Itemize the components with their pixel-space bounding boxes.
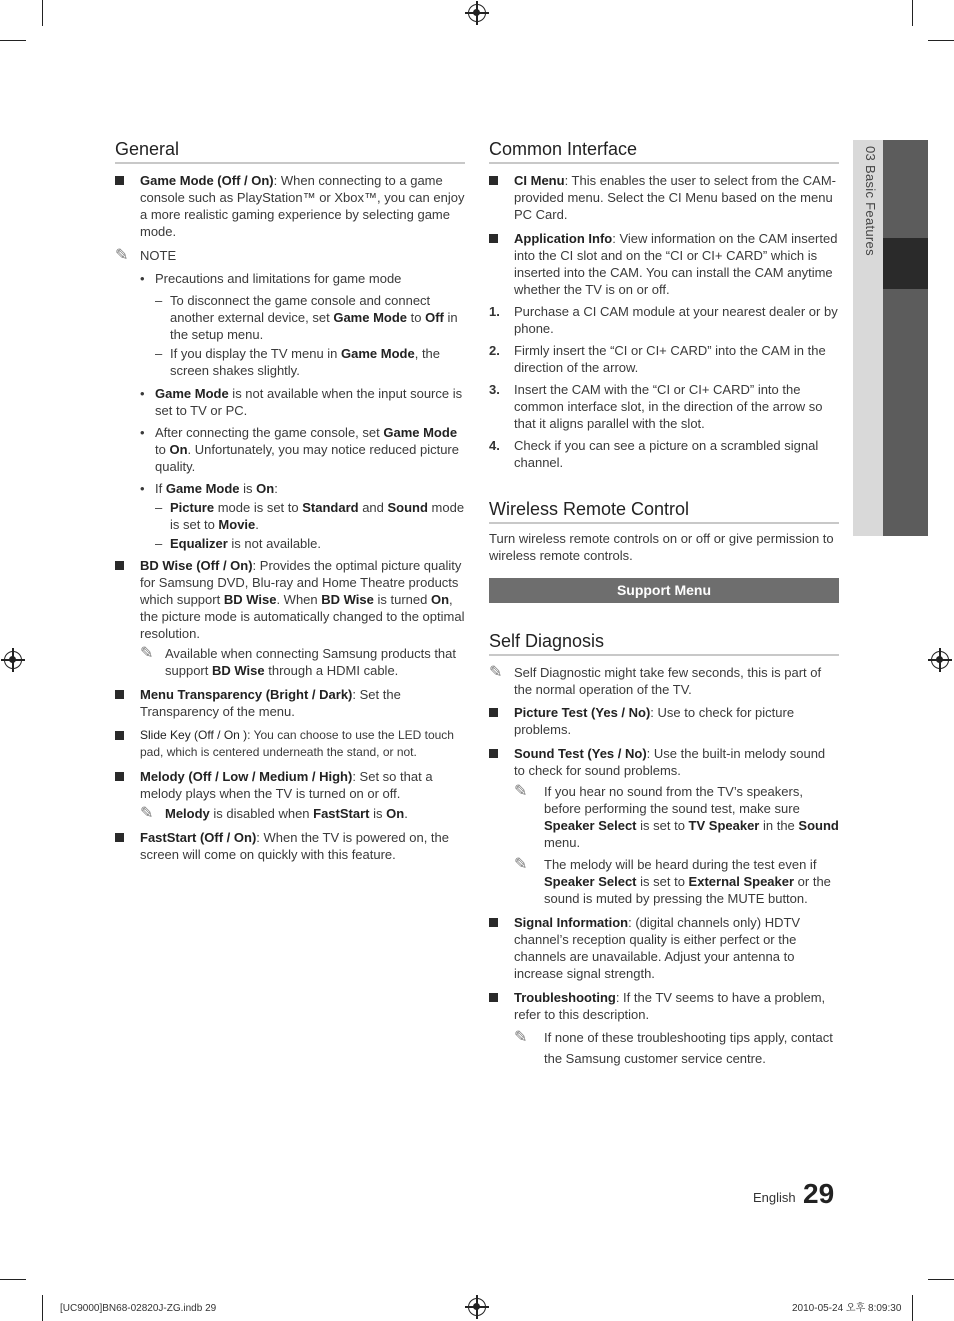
step-item: 2. Firmly insert the “CI or CI+ CARD” into the CAM in the direction of the arrow.: [489, 343, 826, 375]
pencil-note-icon: ✎: [140, 805, 154, 822]
note-troubleshooting: ✎ If none of these troubleshooting tips apply, contact the Samsung customer service centre.: [514, 1029, 833, 1066]
square-bullet-icon: [489, 918, 498, 927]
list-item-troubleshooting: Troubleshooting: If the TV seems to have a problem, refer to this description.: [489, 989, 839, 1023]
list-item-bd-wise: BD Wise (Off / On): Provides the optimal picture quality for Samsung DVD, Blu-ray and Home Theatre products which support BD Wise. When BD Wise is turned On, the picture mode is automatically changed to the optimal resolution.: [115, 557, 465, 642]
pencil-note-icon: ✎: [489, 664, 503, 681]
crop-mark: [912, 1295, 913, 1321]
note-sound-2: ✎ The melody will be heard during the test even if Speaker Select is set to External Speaker or the sound is muted by pressing the MUTE button.: [514, 856, 831, 906]
left-column: [115, 137, 465, 870]
square-bullet-icon: [115, 561, 124, 570]
list-item-faststart: FastStart (Off / On): When the TV is powered on, the screen will come on quickly with this feature.: [115, 829, 465, 863]
side-tab-marker: [883, 238, 928, 289]
note-bullet: • If Game Mode is On:: [140, 481, 278, 496]
square-bullet-icon: [489, 234, 498, 243]
pencil-note-icon: ✎: [514, 856, 528, 873]
print-timestamp: 2010-05-24 오후 8:09:30: [792, 1303, 902, 1314]
file-info: [UC9000]BN68-02820J-ZG.indb 29: [60, 1303, 217, 1314]
note-heading: ✎ NOTE: [115, 247, 177, 264]
pencil-note-icon: ✎: [115, 247, 129, 264]
note-dash: – Equalizer is not available.: [155, 536, 322, 551]
registration-mark-icon: [4, 651, 22, 669]
note-dash: – If you display the TV menu in Game Mode, the screen shakes slightly.: [155, 346, 441, 378]
note-self-diagnosis: ✎ Self Diagnostic might take few seconds, this is part of the normal operation of the TV.: [489, 664, 822, 697]
list-item-slide-key: Slide Key (Off / On ): You can choose to use the LED touch pad, which is centered underneath the stand, or not.: [115, 727, 465, 761]
square-bullet-icon: [115, 833, 124, 842]
page-number: 29: [803, 1178, 835, 1209]
list-item-application-info: Application Info: View information on the CAM inserted into the CI slot and on the “CI or CI+ CARD” which is inserted into the CAM. You can install the CAM anytime whether the TV is on or off.: [489, 230, 839, 298]
square-bullet-icon: [489, 708, 498, 717]
list-item-ci-menu: CI Menu: This enables the user to select from the CAM-provided menu. Select the CI Menu based on the menu PC Card.: [489, 172, 839, 223]
note-bullet: • After connecting the game console, set Game Mode to On. Unfortunately, you may notice reduced picture quality.: [140, 425, 459, 474]
list-item-game-mode: Game Mode (Off / On): When connecting to a game console such as PlayStation™ or Xbox™, you can enjoy a more realistic gaming experience by selecting game mode.: [115, 172, 465, 240]
pencil-note-icon: ✎: [140, 645, 154, 662]
list-item-picture-test: Picture Test (Yes / No): Use to check for picture problems.: [489, 704, 839, 738]
note-sound-1: ✎ If you hear no sound from the TV’s speakers, before performing the sound test, make sure Speaker Select is set to TV Speaker in the Sound menu.: [514, 783, 839, 850]
step-item: 3. Insert the CAM with the “CI or CI+ CARD” into the common interface slot, in the direction of the arrow so that it aligns parallel with the slot.: [489, 382, 823, 431]
crop-mark: [0, 40, 26, 41]
list-item-sound-test: Sound Test (Yes / No): Use the built-in melody sound to check for sound problems.: [489, 745, 839, 779]
crop-mark: [42, 0, 43, 26]
note-melody: ✎ Melody is disabled when FastStart is On.: [140, 805, 408, 822]
crop-mark: [928, 40, 954, 41]
registration-mark-icon: [468, 4, 486, 22]
note-dash: – To disconnect the game console and connect another external device, set Game Mode to Off in the setup menu.: [155, 293, 458, 342]
pencil-note-icon: ✎: [514, 783, 528, 800]
list-item-melody: Melody (Off / Low / Medium / High): Set so that a melody plays when the TV is turned on or off.: [115, 768, 465, 802]
note-bullet: • Game Mode is not available when the input source is set to TV or PC.: [140, 386, 463, 418]
square-bullet-icon: [115, 731, 124, 740]
note-bd-wise: ✎ Available when connecting Samsung products that support BD Wise through a HDMI cable.: [140, 645, 457, 678]
crop-mark: [42, 1295, 43, 1321]
list-item-menu-transparency: Menu Transparency (Bright / Dark): Set the Transparency of the menu.: [115, 686, 465, 720]
wireless-description: Turn wireless remote controls on or off or give permission to wireless remote controls.: [489, 531, 834, 563]
square-bullet-icon: [489, 176, 498, 185]
square-bullet-icon: [115, 176, 124, 185]
side-tab-dark: [883, 140, 928, 536]
note-bullet: • Precautions and limitations for game mode: [140, 271, 402, 286]
step-item: 4. Check if you can see a picture on a scrambled signal channel.: [489, 438, 819, 470]
square-bullet-icon: [489, 993, 498, 1002]
footer-language: English: [753, 1190, 796, 1205]
support-menu-bar: Support Menu: [489, 578, 839, 603]
section-title-self-diagnosis: Self Diagnosis: [489, 629, 839, 656]
side-tab-label: 03 Basic Features: [863, 146, 878, 256]
section-title-wireless: Wireless Remote Control: [489, 497, 839, 524]
note-dash: – Picture mode is set to Standard and Sound mode is set to Movie.: [155, 500, 465, 532]
square-bullet-icon: [115, 772, 124, 781]
right-column: [489, 137, 839, 1073]
list-item-signal-information: Signal Information: (digital channels only) HDTV channel’s reception quality is either perfect or the channels are unavailable. Adjust your antenna to increase signal strength.: [489, 914, 839, 982]
section-title-common-interface: Common Interface: [489, 137, 839, 164]
crop-mark: [0, 1279, 26, 1280]
registration-mark-icon: [931, 651, 949, 669]
section-title-general: General: [115, 137, 465, 164]
registration-mark-icon: [468, 1298, 486, 1316]
square-bullet-icon: [115, 690, 124, 699]
step-item: 1. Purchase a CI CAM module at your nearest dealer or by phone.: [489, 304, 838, 336]
crop-mark: [912, 0, 913, 26]
pencil-note-icon: ✎: [514, 1029, 528, 1046]
square-bullet-icon: [489, 749, 498, 758]
crop-mark: [928, 1279, 954, 1280]
